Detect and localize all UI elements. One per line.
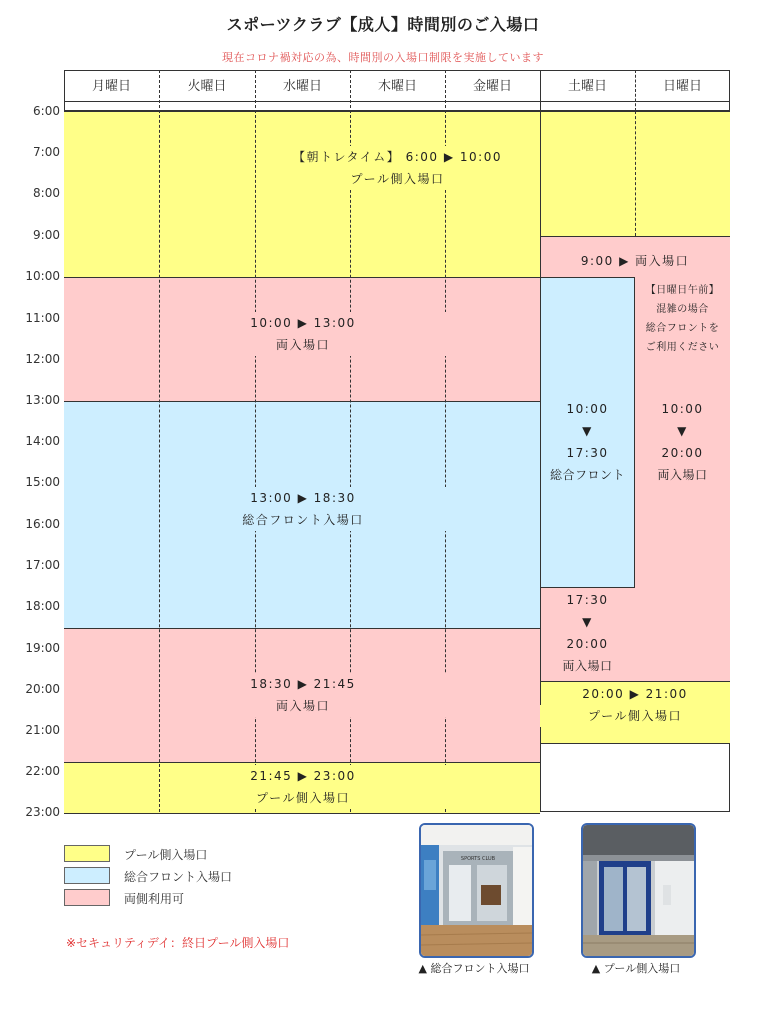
- weekend-20-21-line1: 20:00 ▶ 21:00: [579, 683, 691, 705]
- sun-note-line3: 総合フロントを: [645, 323, 720, 334]
- day-header-wed: 水曜日: [282, 79, 322, 94]
- sun-10-20-label: [635, 398, 730, 486]
- front-entrance-illustration: [421, 825, 532, 956]
- morning-line1: 【朝トレタイム】 6:00 ▶ 10:00: [270, 146, 525, 168]
- time-label: 8:00: [33, 186, 60, 200]
- day-header-sat: 土曜日: [567, 79, 607, 94]
- weekday-10-13-line1: 10:00 ▶ 13:00: [160, 312, 446, 334]
- day-header-sun: 日曜日: [662, 79, 702, 94]
- sun-10-20-arrow: ▼: [677, 424, 688, 438]
- sat-10-1730-line3: 総合フロント: [549, 468, 625, 482]
- page-subtitle: 現在コロナ禍対応の為、時間別の入場口制限を実施しています: [222, 51, 544, 64]
- sat-10-1730-arrow: ▼: [582, 424, 593, 438]
- legend-label-both: 両側利用可: [124, 892, 185, 906]
- weekday-2145-23-line2: プール側入場口: [160, 787, 446, 809]
- weekday-1830-2145-line1: 18:30 ▶ 21:45: [160, 673, 446, 695]
- time-label: 14:00: [25, 434, 60, 448]
- weekday-2145-23-line1: 21:45 ▶ 23:00: [160, 765, 446, 787]
- legend-swatch-front: [64, 867, 110, 884]
- day-header-thu: 木曜日: [377, 79, 417, 94]
- day-header-fri: 金曜日: [472, 79, 512, 94]
- legend-label-pool: プール側入場口: [124, 848, 208, 862]
- legend-label-front: 総合フロント入場口: [124, 870, 233, 884]
- time-label: 17:00: [25, 558, 60, 572]
- sat-1730-20-arrow: ▼: [582, 615, 593, 629]
- weekend-9-10-label: 9:00 ▶ 両入場口: [580, 254, 690, 268]
- header-divider: [64, 101, 730, 102]
- weekday-13-1830-line2: 総合フロント入場口: [160, 509, 446, 531]
- time-label: 16:00: [25, 517, 60, 531]
- time-label: 18:00: [25, 599, 60, 613]
- weekend-20-21-line2: プール側入場口: [540, 705, 730, 727]
- weekday-10-13-line2: 両入場口: [160, 334, 446, 356]
- sat-10-1730-line2: 17:30: [566, 446, 609, 460]
- weekday-1830-2145-line2: 両入場口: [160, 695, 446, 717]
- sun-10-20-line3: 両入場口: [657, 468, 708, 482]
- security-day-note: ※セキュリティデイ：終日プール側入場口: [66, 936, 290, 950]
- sat-1730-20-line3: 両入場口: [562, 659, 613, 673]
- time-label: 6:00: [33, 104, 60, 118]
- page-title: スポーツクラブ【成人】時間別のご入場口: [226, 15, 540, 34]
- time-label: 13:00: [25, 393, 60, 407]
- sun-note: [635, 281, 730, 357]
- sun-note-line2: 混雑の場合: [656, 304, 709, 315]
- table-right-edge-cover: [731, 743, 733, 813]
- sun-note-line4: ご利用ください: [645, 342, 720, 353]
- photo-pool-entrance: [581, 823, 696, 958]
- sat-1730-20-label: [540, 589, 635, 677]
- weekday-10-13-label: [160, 312, 446, 356]
- sat-1730-20-line1: 17:30: [566, 593, 609, 607]
- time-label: 7:00: [33, 145, 60, 159]
- sat-10-1730-line1: 10:00: [566, 402, 609, 416]
- time-label: 11:00: [25, 311, 60, 325]
- weekday-1830-2145-label: [160, 673, 446, 717]
- sat-1730-20-line2: 20:00: [566, 637, 609, 651]
- day-header-tue: 火曜日: [187, 79, 227, 94]
- col-separator-sat-sun-lower: [635, 111, 636, 236]
- legend-swatch-pool: [64, 845, 110, 862]
- weekday-2145-23-label: [160, 765, 446, 809]
- front-entrance-sign: SPORTS CLUB: [460, 856, 496, 862]
- time-label: 9:00: [33, 228, 60, 242]
- photo-pool-caption: ▲ プール側入場口: [591, 962, 681, 975]
- day-header-mon: 月曜日: [91, 79, 131, 94]
- weekday-13-1830-line1: 13:00 ▶ 18:30: [160, 487, 446, 509]
- pool-entrance-illustration: [583, 825, 694, 956]
- weekend-20-21-label: [540, 683, 730, 727]
- time-label: 10:00: [25, 269, 60, 283]
- sun-note-line1: 【日曜日午前】: [645, 285, 720, 296]
- time-label: 19:00: [25, 641, 60, 655]
- legend-swatch-both: [64, 889, 110, 906]
- time-label: 15:00: [25, 475, 60, 489]
- sun-10-20-line1: 10:00: [661, 402, 704, 416]
- sat-10-1730-label: [540, 398, 635, 486]
- time-label: 12:00: [25, 352, 60, 366]
- photo-front-entrance: [419, 823, 534, 958]
- time-label: 21:00: [25, 723, 60, 737]
- weekday-13-1830-label: [160, 487, 446, 531]
- time-label: 22:00: [25, 764, 60, 778]
- morning-label: [270, 146, 525, 190]
- time-label: 23:00: [25, 805, 60, 819]
- block-morning: [64, 111, 540, 278]
- photo-front-caption: ▲ 総合フロント入場口: [418, 962, 530, 975]
- col-separator-sat-sun: [635, 70, 636, 111]
- sun-10-20-line2: 20:00: [661, 446, 704, 460]
- time-label: 20:00: [25, 682, 60, 696]
- morning-line2: プール側入場口: [270, 168, 525, 190]
